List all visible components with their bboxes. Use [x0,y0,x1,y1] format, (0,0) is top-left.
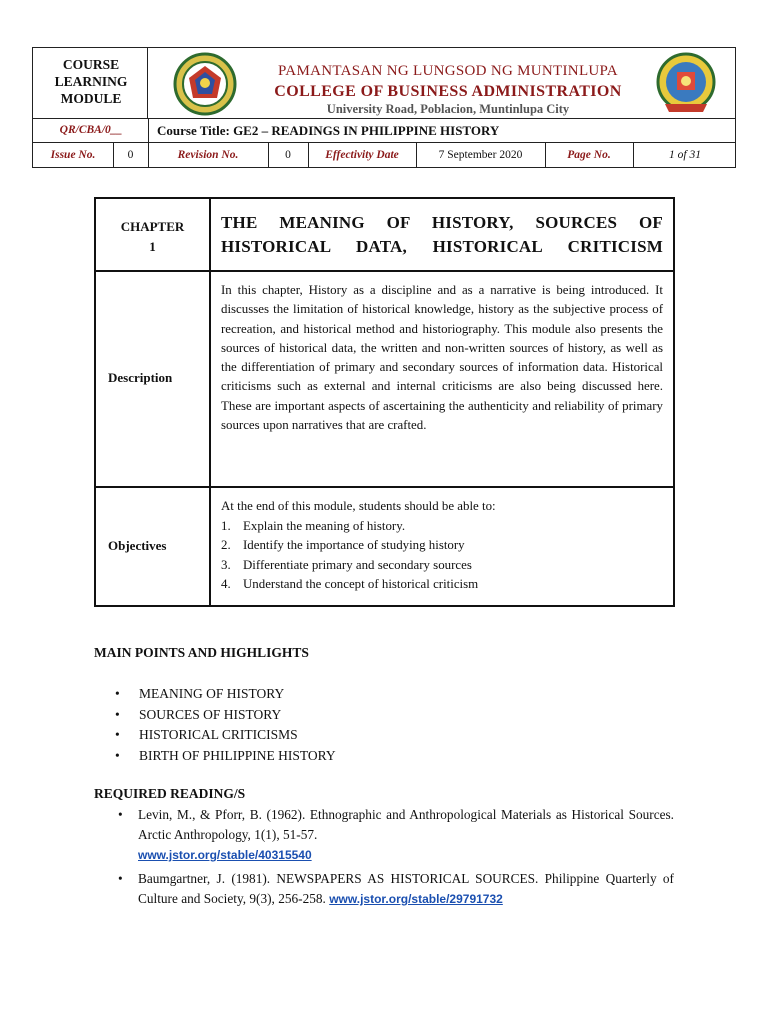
objective-item: 2. Identify the importance of studying history [221,538,465,553]
objectives-label: Objectives [108,538,167,553]
course-module-cell [32,47,148,119]
reference-item: • Levin, M., & Pforr, B. (1962). Ethnographic and Anthropological Materials as Historical Sources. Arctic Anthropology, 1(1), 51-57. www.jstor.org/stable/40315540 [118,807,674,862]
reference-link[interactable]: www.jstor.org/stable/29791732 [329,892,503,906]
document-header [32,47,736,168]
institution-cell [147,47,736,119]
revision-value: 0 [285,149,291,161]
effectivity-value: 7 September 2020 [438,149,523,161]
list-item: • MEANING OF HISTORY [115,684,336,705]
university-seal-icon [173,52,237,116]
reference-link[interactable]: www.jstor.org/stable/40315540 [138,848,312,862]
description-text: In this chapter, History as a discipline and as a narrative is being introduced. It discusses the limitation of historical knowledge, history as the subjective process of recreation, and historical method and historiography. This module also presents the sources of historical data, the written and non-written sources of history, as well as the differentiation of primary and secondary sources of information data. Historical criticisms such as external and internal criticisms are also being discussed here. These are important aspects of ascertaining the authenticity and reliability of primary sources upon narratives that are crafted. [221,283,663,433]
document-control-row [32,142,736,168]
required-reading-heading: REQUIRED READING/S [94,786,246,801]
university-address: University Road, Poblacion, Muntinlupa City [326,102,570,116]
main-points-heading: MAIN POINTS AND HIGHLIGHTS [94,645,309,660]
description-label: Description [108,370,173,385]
objective-item: 3. Differentiate primary and secondary sources [221,557,472,572]
chapter-number: CHAPTER 1 [120,219,185,254]
reference-list [118,805,674,909]
course-title-row [32,118,736,143]
course-module-label: COURSE LEARNING MODULE [54,57,128,106]
qr-code-ref: QR/CBA/0__ [59,124,123,136]
effectivity-label: Effectivity Date [325,149,399,161]
issue-label: Issue No. [50,149,96,161]
revision-label: Revision No. [177,149,239,161]
reference-item: • Baumgartner, J. (1981). NEWSPAPERS AS HISTORICAL SOURCES. Philippine Quarterly of Culture and Society, 9(3), 256-258. www.jstor.org/stable/29791732 [118,871,674,906]
college-name: COLLEGE OF BUSINESS ADMINISTRATION [274,83,622,100]
objectives-list [221,517,478,594]
list-item: • BIRTH OF PHILIPPINE HISTORY [115,746,336,767]
chapter-table [94,197,675,607]
university-name: PAMANTASAN NG LUNGSOD NG MUNTINLUPA [278,63,618,79]
page-label: Page No. [567,149,611,161]
course-title: Course Title: GE2 – READINGS IN PHILIPPINE HISTORY [157,123,500,138]
objective-item: 1. Explain the meaning of history. [221,519,406,533]
issue-value: 0 [127,149,134,161]
chapter-title: THE MEANING OF HISTORY, SOURCES OF HISTORICAL DATA, HISTORICAL CRITICISM [221,213,663,256]
objective-item: 4. Understand the concept of historical criticism [221,576,479,591]
college-seal-icon [653,52,719,116]
main-points-list [115,684,336,767]
page-value: 1 of 31 [669,149,701,161]
objectives-intro: At the end of this module, students should be able to: [221,499,496,513]
list-item: • HISTORICAL CRITICISMS [115,725,336,746]
list-item: • SOURCES OF HISTORY [115,705,336,726]
